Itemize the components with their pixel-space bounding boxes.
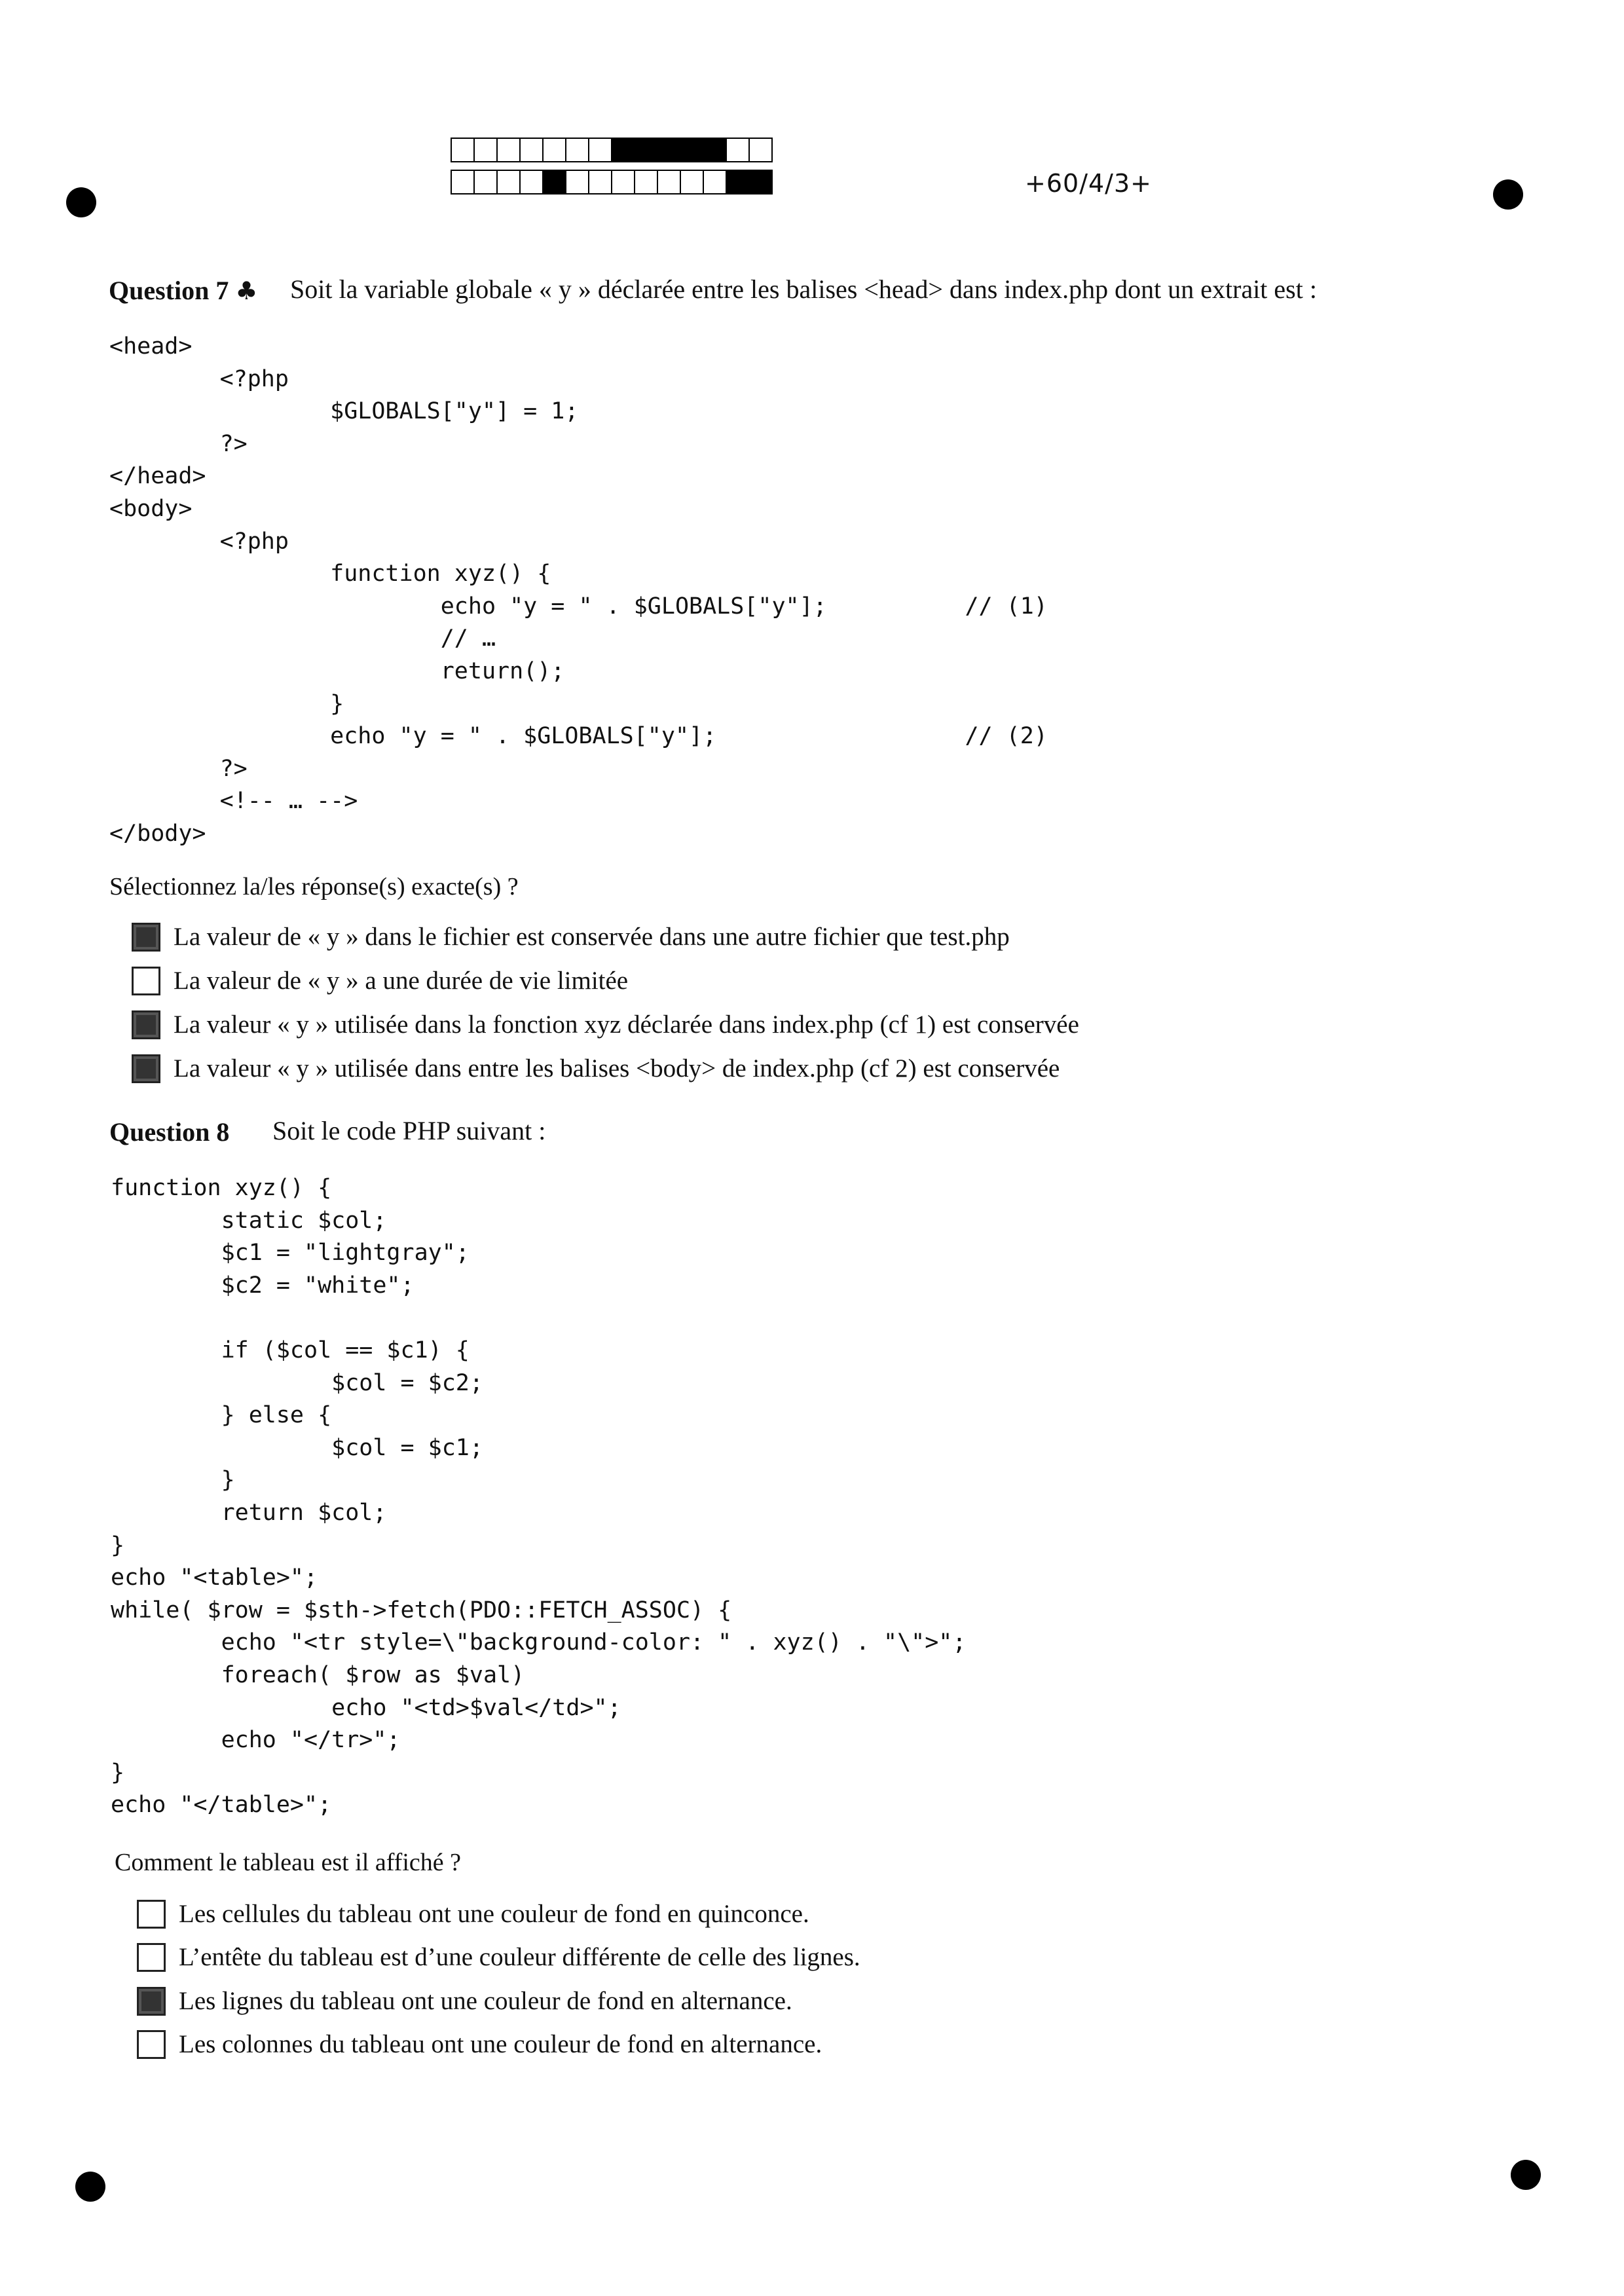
answer-label: La valeur de « y » dans le fichier est conservée dans une autre fichier que test.php <box>174 923 1010 951</box>
barcode-cell <box>748 170 773 194</box>
question-7-answer-2[interactable] <box>132 966 628 995</box>
question-7-answer-1[interactable] <box>132 922 1010 952</box>
question-8-label: Question 8 <box>109 1117 230 1147</box>
barcode-cell <box>634 138 658 162</box>
barcode-cell <box>703 138 727 162</box>
barcode-cell <box>519 170 544 194</box>
barcode-cell <box>657 138 681 162</box>
question-8-answer-2[interactable] <box>137 1942 860 1972</box>
barcode-cell <box>496 170 521 194</box>
barcode-cell <box>748 138 773 162</box>
question-8-answer-1[interactable] <box>137 1899 809 1929</box>
barcode-cell <box>451 138 475 162</box>
answer-label: La valeur « y » utilisée dans la fonction xyz déclarée dans index.php (cf 1) est conservée <box>174 1010 1079 1039</box>
page-identifier: +60/4/3+ <box>1025 169 1152 198</box>
question-7-code: <head> <?php $GLOBALS["y"] = 1; ?> </head> <body> <?php function xyz() { echo "y = " . $GLOBALS["y"]; // (1) // … return(); } echo "y = " . $GLOBALS["y"]; // (2) ?> <!-- … --> </body> <box>109 333 1048 847</box>
answer-checkbox[interactable] <box>137 2030 166 2059</box>
barcode-cell <box>680 138 704 162</box>
registration-mark-bottom-left <box>75 2172 105 2202</box>
question-8-answer-3[interactable] <box>137 1986 792 2016</box>
answer-checkbox[interactable] <box>137 1943 166 1972</box>
answer-checkbox[interactable] <box>132 923 160 952</box>
barcode-cell <box>726 170 750 194</box>
barcode-cell <box>542 170 566 194</box>
barcode-row-1 <box>451 138 771 164</box>
barcode-cell <box>473 170 498 194</box>
barcode-cell <box>451 170 475 194</box>
registration-mark-bottom-right <box>1511 2160 1541 2190</box>
registration-mark-top-right <box>1493 179 1523 210</box>
barcode-cell <box>496 138 521 162</box>
answer-checkbox[interactable] <box>137 1987 166 2016</box>
question-8-code: function xyz() { static $col; $c1 = "lightgray"; $c2 = "white"; if ($col == $c1) { $col = $c2; } else { $col = $c1; } return $col; } echo "<table>"; while( $row = $sth->fetch(PDO::FETCH_ASSOC) { echo "<tr style=\"background-color: " . xyz() . "\">"; foreach( $row as $val) echo "<td>$val</td>"; echo "</tr>"; } echo "</table>"; <box>111 1175 967 1819</box>
answer-label: Les cellules du tableau ont une couleur de fond en quinconce. <box>179 1900 809 1928</box>
answer-checkbox[interactable] <box>132 1054 160 1083</box>
question-7-answer-3[interactable] <box>132 1010 1079 1039</box>
question-7-label: Question 7 <box>109 276 229 305</box>
answer-checkbox[interactable] <box>137 1900 166 1929</box>
barcode-cell <box>611 138 635 162</box>
question-8-header <box>109 1117 229 1147</box>
question-8-answer-4[interactable] <box>137 2029 822 2059</box>
answer-checkbox[interactable] <box>132 967 160 995</box>
question-7-prompt: Sélectionnez la/les réponse(s) exacte(s) ? <box>109 873 519 900</box>
barcode-cell <box>680 170 704 194</box>
barcode-cell <box>611 170 635 194</box>
barcode-cell <box>588 170 612 194</box>
barcode-cell <box>473 138 498 162</box>
barcode-cell <box>634 170 658 194</box>
barcode-cell <box>657 170 681 194</box>
answer-label: La valeur « y » utilisée dans entre les balises <body> de index.php (cf 2) est conservée <box>174 1054 1060 1083</box>
barcode-cell <box>588 138 612 162</box>
registration-mark-top-left <box>66 187 96 217</box>
answer-label: Les colonnes du tableau ont une couleur de fond en alternance. <box>179 2030 822 2058</box>
barcode-cell <box>565 170 589 194</box>
question-7-header <box>109 275 257 306</box>
barcode-cell <box>726 138 750 162</box>
answer-checkbox[interactable] <box>132 1010 160 1039</box>
barcode-cell <box>519 138 544 162</box>
club-icon: ♣ <box>235 276 258 305</box>
answer-label: L’entête du tableau est d’une couleur différente de celle des lignes. <box>179 1943 860 1971</box>
question-8-text: Soit le code PHP suivant : <box>272 1116 546 1145</box>
barcode-cell <box>542 138 566 162</box>
question-8-prompt: Comment le tableau est il affiché ? <box>115 1849 461 1876</box>
question-7-text: Soit la variable globale « y » déclarée entre les balises <head> dans index.php dont un extrait est : <box>290 274 1317 304</box>
answer-label: La valeur de « y » a une durée de vie limitée <box>174 967 629 995</box>
barcode-cell <box>565 138 589 162</box>
question-7-answer-4[interactable] <box>132 1054 1060 1083</box>
barcode-cell <box>703 170 727 194</box>
barcode-row-2 <box>451 170 771 196</box>
answer-label: Les lignes du tableau ont une couleur de fond en alternance. <box>179 1987 792 2015</box>
